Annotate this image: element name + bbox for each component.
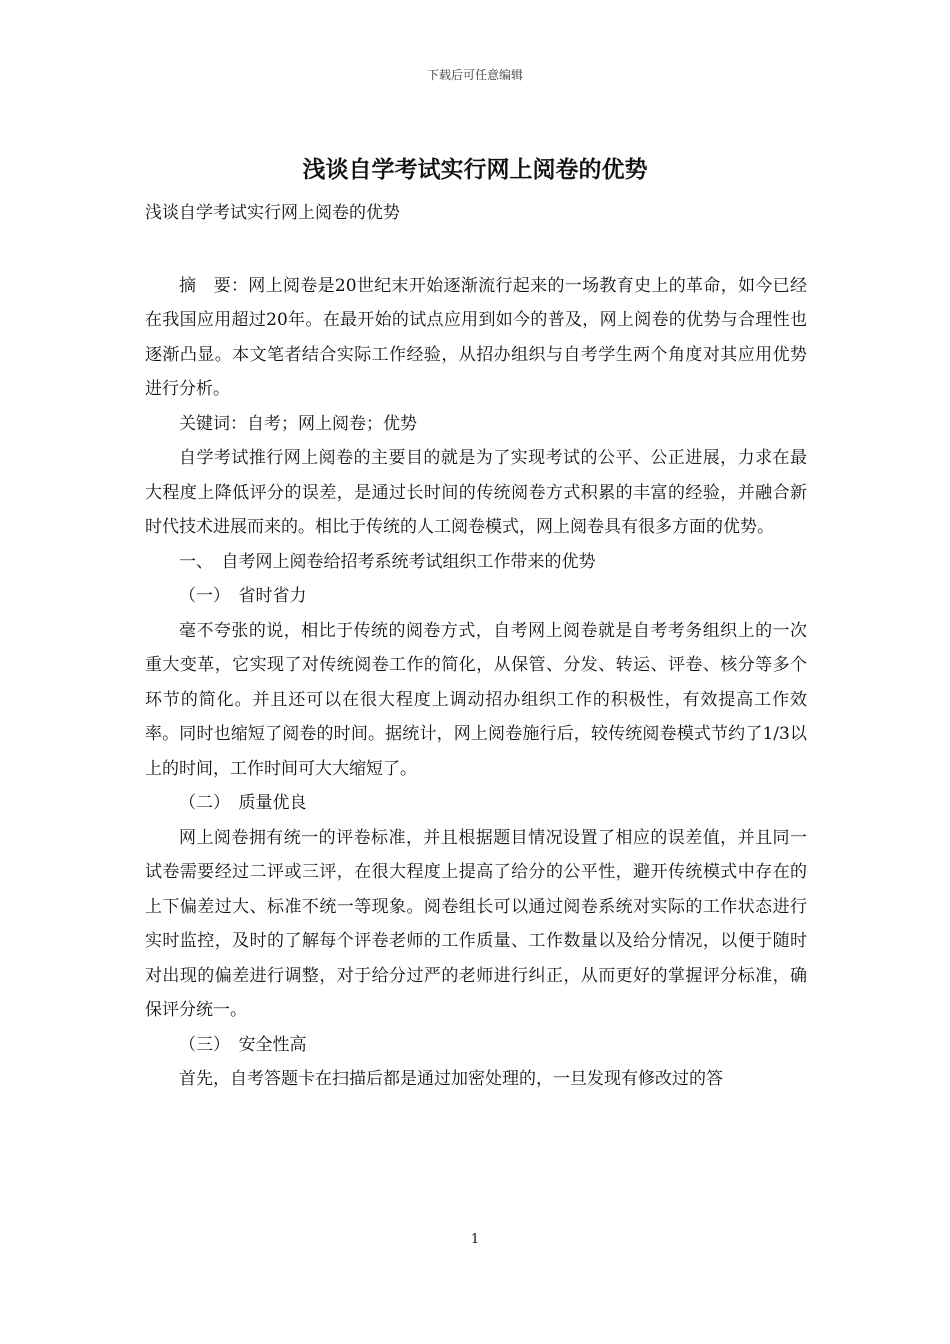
document-title: 浅谈自学考试实行网上阅卷的优势 [302,156,648,183]
body-paragraph-3: 首先，自考答题卡在扫描后都是通过加密处理的，一旦发现有修改过的答 [179,1069,723,1089]
subsection-heading-2: （二） 质量优良 [179,793,307,813]
body-paragraph-1: 毫不夸张的说，相比于传统的阅卷方式，自考网上阅卷就是自考考务组织上的一次重大变革，它实现了对传统阅卷工作的简化，从保管、分发、转运、评卷、核分等多个环节的简化。并且还可以在很大程度上调动招办组织工作的积极性，有效提高工作效率。同时也缩短了阅卷的时间。据统计，网上阅卷施行后，较传统阅卷模式节约了1/3以上的时间，工作时间可大大缩短了。 [145,620,807,779]
blank-line [145,231,807,269]
abstract-paragraph: 摘 要：网上阅卷是20世纪末开始逐渐流行起来的一场教育史上的革命，如今已经在我国应用超过20年。在最开始的试点应用到如今的普及，网上阅卷的优势与合理性也逐渐凸显。本文笔者结合实际工作经验，从招办组织与自考学生两个角度对其应用优势进行分析。 [145,275,807,399]
document-body [145,196,807,1097]
body-paragraph-2: 网上阅卷拥有统一的评卷标准，并且根据题目情况设置了相应的误差值，并且同一试卷需要经过二评或三评，在很大程度上提高了给分的公平性，避开传统模式中存在的上下偏差过大、标准不统一等现象。阅卷组长可以通过阅卷系统对实际的工作状态进行实时监控，及时的了解每个评卷老师的工作质量、工作数量以及给分情况，以便于随时对出现的偏差进行调整，对于给分过严的老师进行纠正，从而更好的掌握评分标准，确保评分统一。 [145,827,807,1020]
section-heading-1: 一、 自考网上阅卷给招考系统考试组织工作带来的优势 [179,551,596,572]
intro-paragraph: 自学考试推行网上阅卷的主要目的就是为了实现考试的公平、公正进展，力求在最大程度上降低评分的误差，是通过长时间的传统阅卷方式积累的丰富的经验，并融合新时代技术进展而来的。相比于传统的人工阅卷模式，网上阅卷具有很多方面的优势。 [145,448,807,537]
document-subtitle: 浅谈自学考试实行网上阅卷的优势 [145,203,400,223]
subsection-heading-1: （一） 省时省力 [179,586,307,606]
keywords-line: 关键词：自考；网上阅卷；优势 [179,413,417,434]
page-number: 1 [470,1232,480,1247]
header-note: 下载后可任意编辑 [426,68,523,82]
subsection-heading-3: （三） 安全性高 [179,1034,307,1055]
